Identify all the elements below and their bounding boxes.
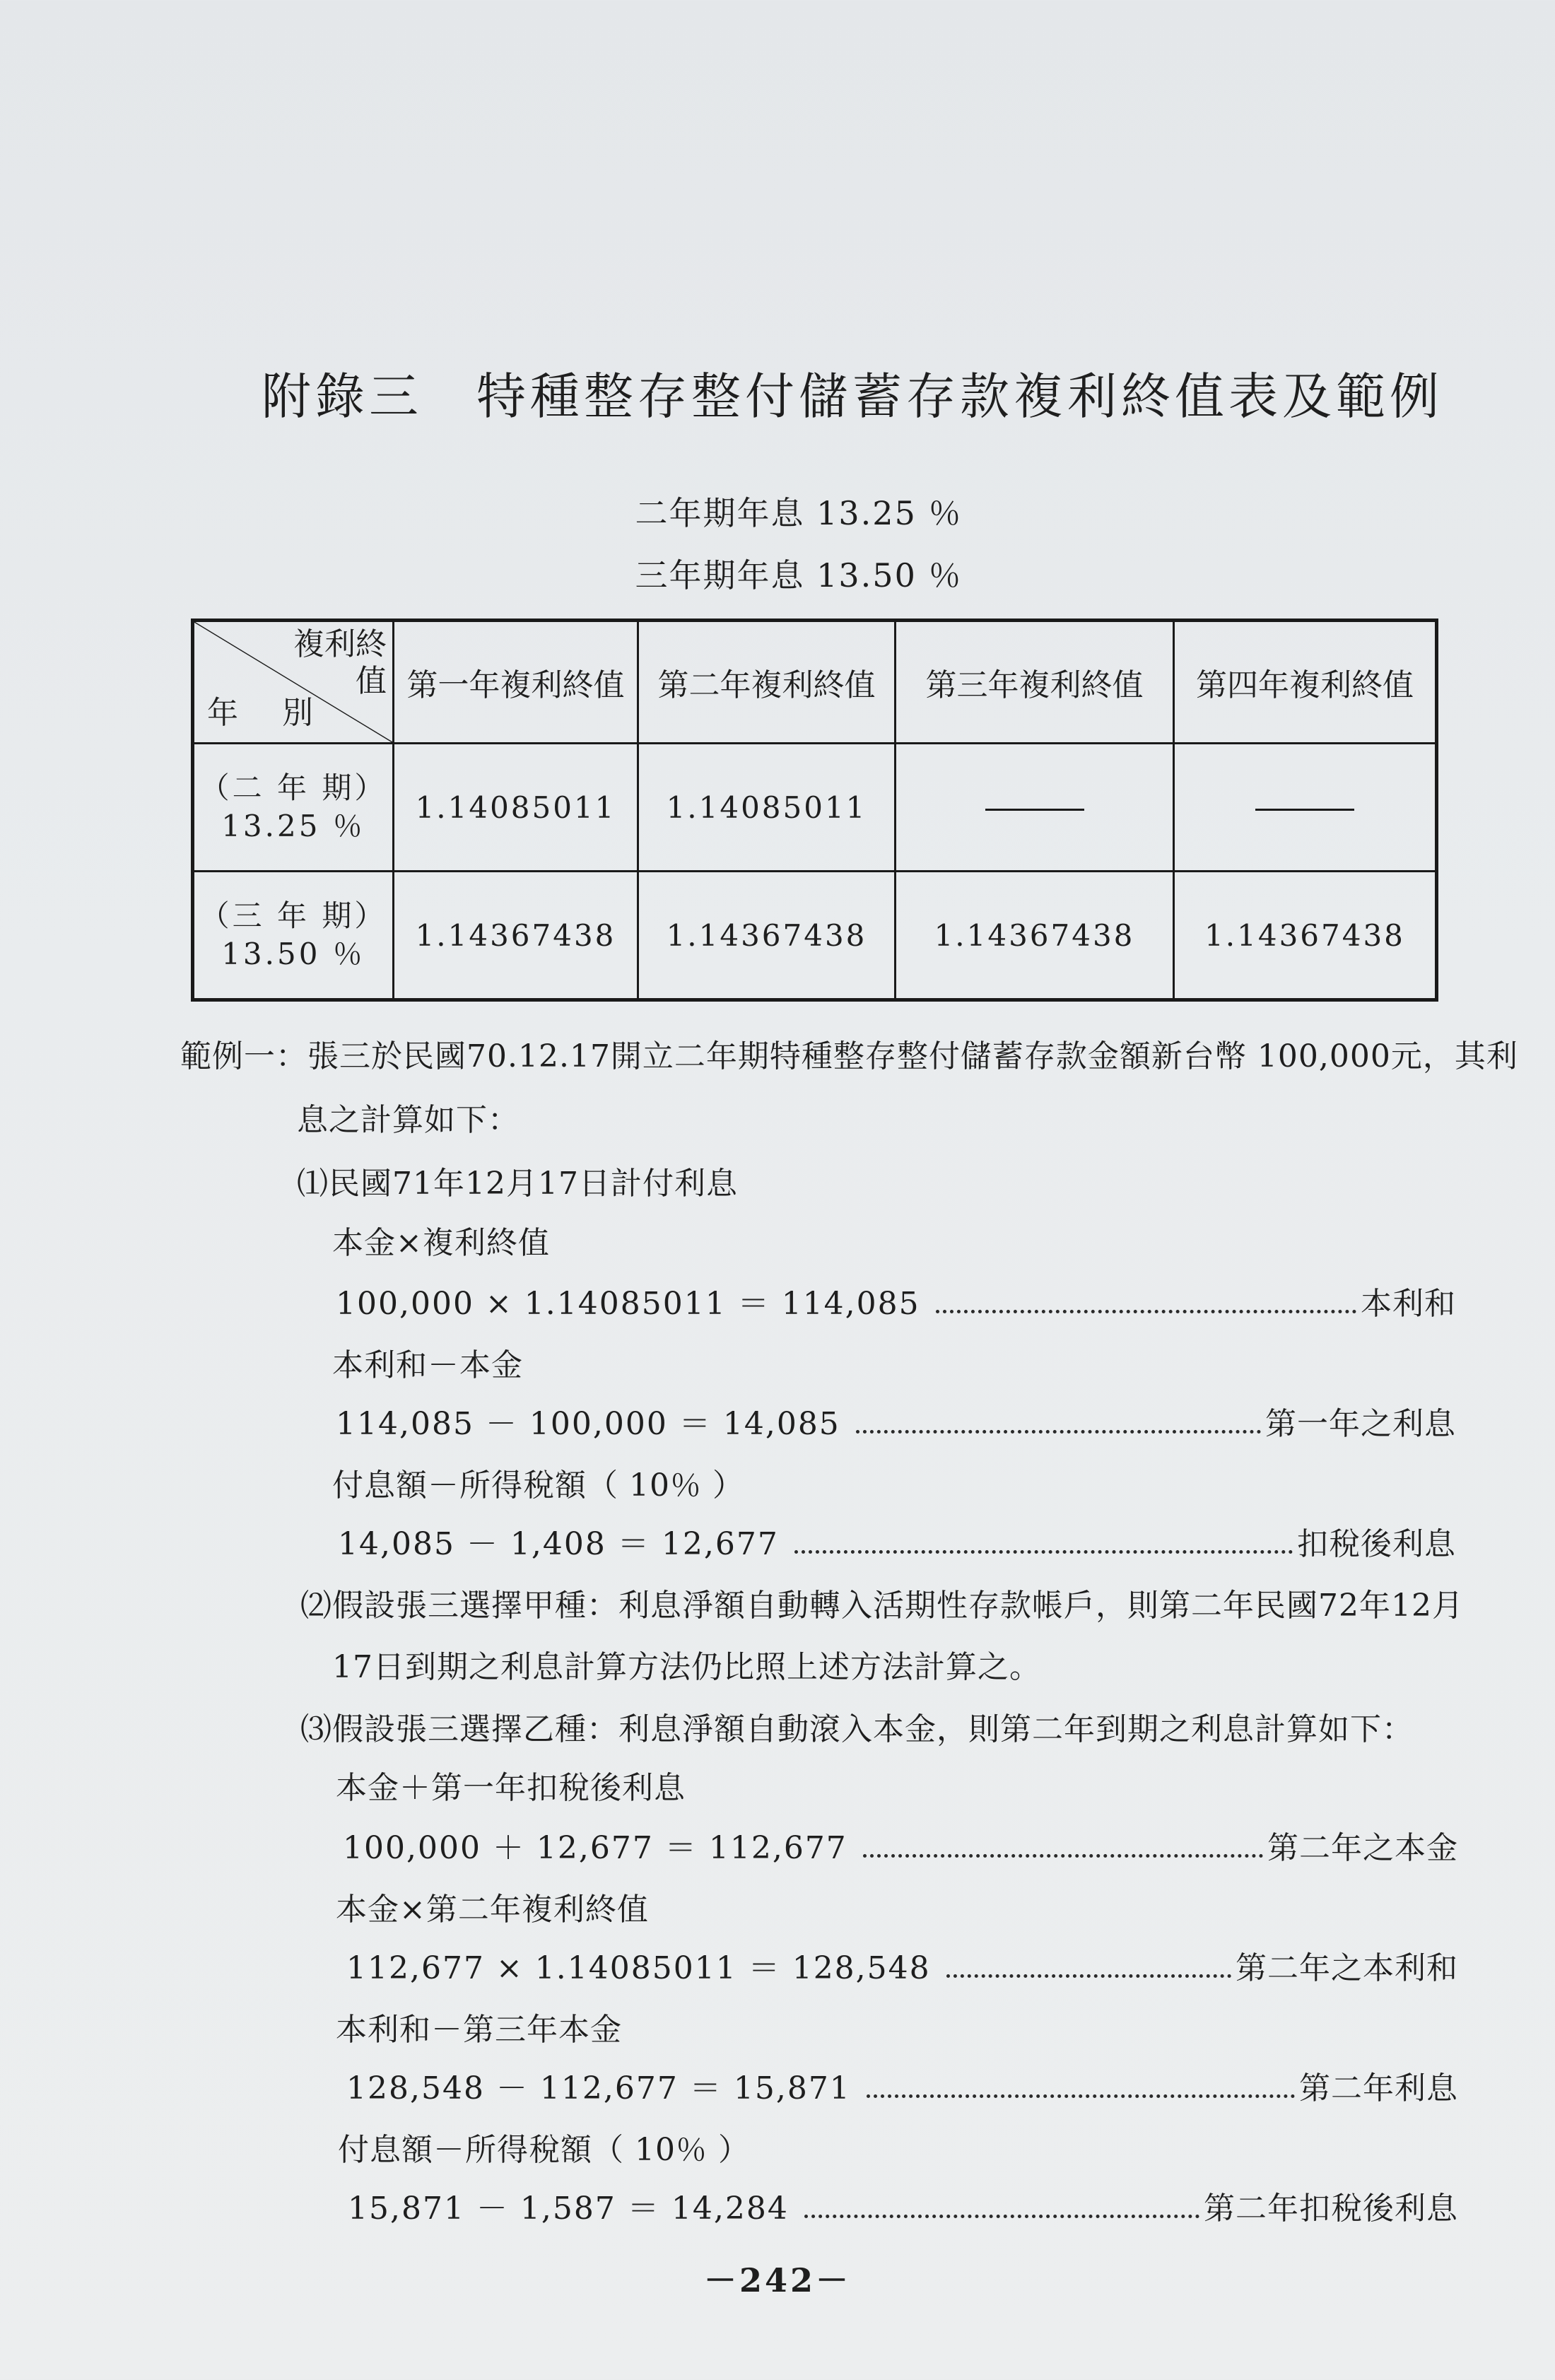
rate-two-year: 二年期年息 13.25 ％ [635, 494, 963, 532]
calc-result-label: 第二年之本利和 [1236, 1950, 1458, 1986]
calc-expression: 112,677 × 1.14085011 ＝ 128,548 [346, 1950, 931, 1986]
corner-top-line1: 複利終 [293, 626, 387, 662]
page-title: 附錄三 特種整存整付儲蓄存款複利終值表及範例 [262, 368, 1443, 426]
calc-expression: 100,000 ＋ 12,677 ＝ 112,677 [343, 1830, 847, 1866]
table-header-row [193, 621, 1437, 744]
example-intro-line2: 息之計算如下： [297, 1102, 520, 1138]
step3-formula3: 本利和－第三年本金 [336, 2012, 622, 2048]
leader-dots [863, 1854, 1263, 1858]
step2-line1: ⑵假設張三選擇甲種：利息淨額自動轉入活期性存款帳戶，則第二年民國72年12月 [300, 1588, 1464, 1624]
header-year3: 第三年複利終值 [896, 621, 1174, 744]
calc-expression: 100,000 × 1.14085011 ＝ 114,085 [336, 1286, 920, 1322]
table-corner-cell [193, 621, 394, 744]
step3-calc3 [346, 2063, 1458, 2108]
table-cell: 1.14367438 [394, 872, 638, 1000]
step1-formula3: 付息額－所得稅額（ 10％ ） [332, 1467, 744, 1503]
leader-dots [867, 2094, 1295, 2098]
leader-dots [804, 2215, 1199, 2218]
leader-dots [936, 1310, 1356, 1313]
corner-top-line2: 值 [356, 663, 387, 699]
calc-result-label: 扣稅後利息 [1297, 1526, 1456, 1562]
step3-calc1 [343, 1822, 1458, 1868]
page-number: －242－ [703, 2261, 852, 2299]
calc-expression: 114,085 － 100,000 ＝ 14,085 [336, 1406, 840, 1442]
empty-dash [985, 809, 1084, 811]
table-cell: 1.14085011 [394, 744, 638, 872]
calc-result-label: 第二年扣稅後利息 [1204, 2191, 1458, 2227]
row-label-term: （二 年 期） [199, 770, 387, 805]
row-label-rate: 13.25 ％ [221, 809, 365, 843]
calc-result-label: 本利和 [1361, 1286, 1456, 1322]
table-row [193, 744, 1437, 872]
table-cell: 1.14367438 [896, 872, 1174, 1000]
step3-formula1: 本金＋第一年扣稅後利息 [336, 1770, 686, 1806]
header-year1: 第一年複利終值 [394, 621, 638, 744]
rate-three-year: 三年期年息 13.50 ％ [635, 556, 963, 594]
leader-dots [794, 1550, 1293, 1554]
step2-line2: 17日到期之利息計算方法仍比照上述方法計算之。 [332, 1649, 1041, 1685]
row-label-three-year [193, 872, 394, 1000]
corner-bottom-label: 年 別 [207, 695, 330, 731]
step3-calc4 [348, 2183, 1458, 2228]
step1-formula2: 本利和－本金 [332, 1347, 523, 1383]
step1-formula1: 本金×複利終值 [332, 1225, 550, 1261]
calc-expression: 14,085 － 1,408 ＝ 12,677 [338, 1526, 779, 1562]
leader-dots [946, 1974, 1231, 1978]
step3-calc2 [346, 1942, 1458, 1988]
step1-title: ⑴民國71年12月17日計付利息 [297, 1166, 738, 1202]
calc-expression: 15,871 － 1,587 ＝ 14,284 [348, 2191, 789, 2227]
step1-calc1 [336, 1278, 1456, 1323]
table-cell: 1.14367438 [1174, 872, 1437, 1000]
header-year2: 第二年複利終值 [638, 621, 896, 744]
calc-expression: 128,548 － 112,677 ＝ 15,871 [346, 2070, 851, 2106]
calc-result-label: 第二年之本金 [1267, 1830, 1458, 1866]
calc-result-label: 第二年利息 [1299, 2070, 1458, 2106]
step1-calc3 [338, 1518, 1456, 1564]
example-intro-line1: 範例一：張三於民國70.12.17開立二年期特種整存整付儲蓄存款金額新台幣 100,000元，其利 [180, 1038, 1518, 1074]
calc-result-label: 第一年之利息 [1265, 1406, 1456, 1442]
row-label-rate: 13.50 ％ [221, 937, 365, 971]
row-label-term: （三 年 期） [199, 898, 387, 933]
row-label-two-year [193, 744, 394, 872]
leader-dots [856, 1430, 1261, 1434]
header-year4: 第四年複利終值 [1174, 621, 1437, 744]
empty-dash [1255, 809, 1354, 811]
table-cell-empty [1174, 744, 1437, 872]
compound-value-table [191, 619, 1438, 1002]
step3-formula2: 本金×第二年複利終值 [336, 1892, 649, 1928]
step3-formula4: 付息額－所得稅額（ 10％ ） [338, 2132, 750, 2168]
step1-calc2 [336, 1398, 1456, 1443]
table-row [193, 872, 1437, 1000]
table-cell: 1.14085011 [638, 744, 896, 872]
step3-title: ⑶假設張三選擇乙種：利息淨額自動滾入本金，則第二年到期之利息計算如下： [300, 1711, 1414, 1747]
table-cell: 1.14367438 [638, 872, 896, 1000]
table-cell-empty [896, 744, 1174, 872]
